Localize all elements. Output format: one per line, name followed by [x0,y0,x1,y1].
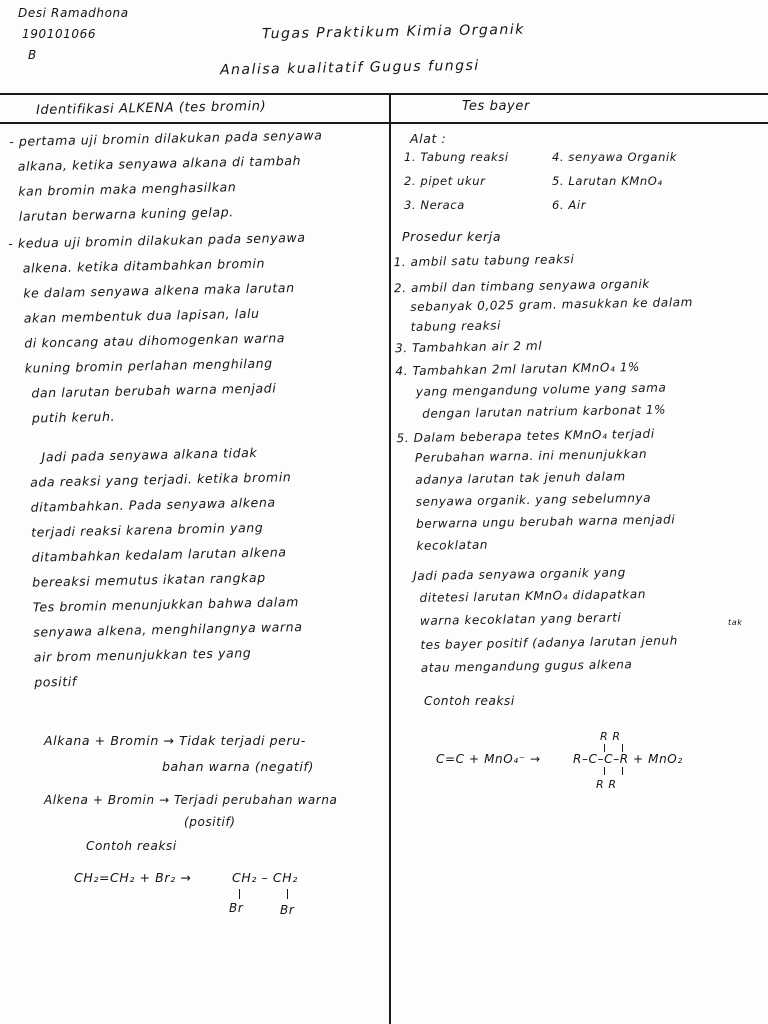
procedure-step: tabung reaksi [410,318,502,334]
tools-list-2 [552,150,762,220]
bond-line [604,767,605,775]
baeyer-reaction-product: R–C–C–R + MnO₂ [573,752,683,766]
procedure-step: adanya larutan tak jenuh dalam [415,469,626,487]
substituent-top: R R [600,730,621,743]
procedure-step: sebanyak 0,025 gram. masukkan ke dalam [410,295,694,314]
procedure-steps [393,249,768,555]
bond-line [604,744,605,752]
insertion-mark: tak [728,618,743,627]
text-line: air brom menunjukkan tes yang [33,645,252,665]
equation-alkena: Alkena + Bromin → Terjadi perubahan warna [44,793,338,807]
procedure-step: yang mengandung volume yang sama [415,380,667,399]
bromine-substituent: Br [280,903,295,917]
text-line: Tes bromin menunjukkan bahwa dalam [32,594,300,615]
left-column-header: Identifikasi ALKENA (tes bromin) [35,98,267,119]
example-label-right: Contoh reaksi [424,694,515,708]
bond-line [239,889,240,899]
tool-item: 6. Air [552,198,587,212]
text-line: positif [34,673,77,690]
left-conclusion [25,442,390,699]
tool-item: 5. Larutan KMnO₄ [552,174,663,188]
text-line: dan larutan berubah warna menjadi [31,380,277,401]
tools-list-1 [404,150,554,220]
procedure-step: kecoklatan [416,537,489,553]
bond-line [622,767,623,775]
text-line: Jadi pada senyawa organik yang [413,565,626,584]
text-line: larutan berwarna kuning gelap. [18,204,234,224]
bromine-substituent: Br [229,901,244,915]
tool-item: 1. Tabung reaksi [404,150,509,164]
text-line: tes bayer positif (adanya larutan jenuh [420,633,678,652]
page-title: Tugas Praktikum Kimia Organik [261,21,525,43]
procedure-step: 2. ambil dan timbang senyawa organik [393,276,651,296]
procedure-step: senyawa organik. yang sebelumnya [415,490,652,509]
procedure-step: dengan larutan natrium karbonat 1% [422,402,667,421]
text-line: alkana, ketika senyawa alkana di tambah [17,152,302,174]
example-label-left: Contoh reaksi [86,839,177,853]
author-name: Desi Ramadhona [18,6,129,20]
table-header-rule [0,122,768,124]
tools-label: Alat : [410,131,447,146]
left-paragraph-alkana [9,126,389,229]
procedure-step: Perubahan warna. ini menunjukkan [414,446,648,465]
text-line: alkena. ketika ditambahkan bromin [22,255,266,276]
procedure-step: 4. Tambahkan 2ml larutan KMnO₄ 1% [395,359,641,379]
text-line: bereaksi memutus ikatan rangkap [32,569,266,590]
tool-item: 3. Neraca [404,198,465,212]
student-id: 190101066 [22,27,97,41]
baeyer-reaction-lhs: C=C + MnO₄⁻ → [436,752,541,766]
bond-line [287,889,288,899]
text-line: atau mengandung gugus alkena [420,657,633,675]
tool-item: 4. senyawa Organik [552,150,678,164]
procedure-step: 1. ambil satu tabung reaksi [393,252,575,270]
equation-alkana-result: bahan warna (negatif) [162,759,314,774]
text-line: di koncang atau dihomogenkan warna [24,330,286,351]
right-column-header: Tes bayer [462,99,530,114]
text-line: warna kecoklatan yang berarti [419,610,622,628]
text-line: putih keruh. [31,408,116,426]
column-divider [389,93,391,1024]
class-label: B [28,48,37,62]
text-line: - pertama uji bromin dilakukan pada senyawa [9,127,323,149]
text-line: ke dalam senyawa alkena maka larutan [23,279,295,301]
tool-item: 2. pipet ukur [404,174,486,188]
page-subtitle: Analisa kualitatif Gugus fungsi [219,57,480,79]
text-line: terjadi reaksi karena bromin yang [30,519,264,540]
procedure-step: 3. Tambahkan air 2 ml [394,338,543,356]
text-line: akan membentuk dua lapisan, lalu [23,305,260,326]
procedure-step: berwarna ungu berubah warna menjadi [415,512,676,531]
text-line: senyawa alkena, menghilangnya warna [33,619,303,640]
text-line: ditambahkan kedalam larutan alkena [31,544,287,565]
procedure-step: 5. Dalam beberapa tetes KMnO₄ terjadi [396,426,655,446]
text-line: ditetesi larutan KMnO₄ didapatkan [419,587,647,605]
text-line: kan bromin maka menghasilkan [18,179,237,199]
left-paragraph-alkena [8,228,390,426]
text-line: ada reaksi yang terjadi. ketika bromin [29,469,292,490]
bromine-reaction-product: CH₂ – CH₂ [232,870,298,885]
substituent-bottom: R R [596,778,617,791]
equation-alkena-result: (positif) [184,815,236,829]
table-top-rule [0,93,768,95]
right-conclusion [413,563,765,679]
text-line: kuning bromin perlahan menghilang [24,355,273,376]
text-line: Jadi pada senyawa alkana tidak [41,444,258,465]
text-line: ditambahkan. Pada senyawa alkena [30,494,276,515]
bond-line [622,744,623,752]
text-line: - kedua uji bromin dilakukan pada senyawa [8,229,306,251]
equation-alkana: Alkana + Bromin → Tidak terjadi peru- [44,733,306,748]
procedure-label: Prosedur kerja [402,229,502,244]
bromine-reaction-lhs: CH₂=CH₂ + Br₂ → [74,870,192,885]
